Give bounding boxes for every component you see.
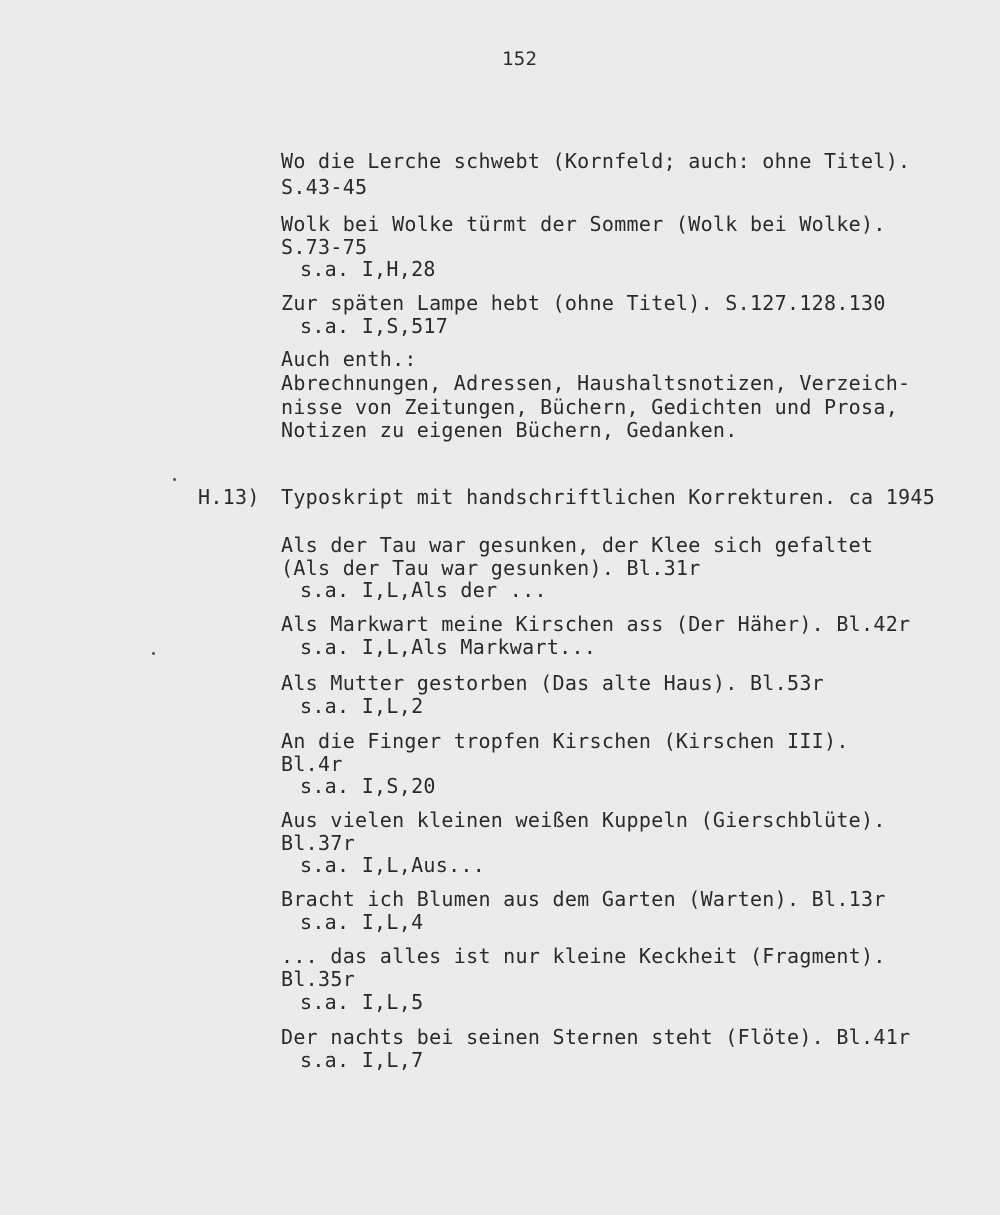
reference-line: s.a. I,L,Aus...: [300, 853, 486, 877]
reference-line: s.a. I,L,4: [300, 910, 424, 934]
entry-line: Bl.37r: [281, 831, 356, 855]
entry-line: Als Markwart meine Kirschen ass (Der Häher). Bl.42r: [281, 612, 911, 636]
reference-line: s.a. I,H,28: [300, 257, 436, 281]
entry-line: nisse von Zeitungen, Büchern, Gedichten und Prosa,: [281, 395, 899, 419]
section-label: H.13): [198, 485, 260, 509]
reference-line: s.a. I,L,Als der ...: [300, 578, 547, 602]
reference-line: s.a. I,S,517: [300, 314, 449, 338]
entry-line: (Als der Tau war gesunken). Bl.31r: [281, 556, 701, 580]
entry-line: Auch enth.:: [281, 347, 417, 371]
reference-line: s.a. I,S,20: [300, 774, 436, 798]
entry-line: Bl.35r: [281, 967, 356, 991]
entry-line: Bl.4r: [281, 752, 343, 776]
entry-line: Abrechnungen, Adressen, Haushaltsnotizen, Verzeich-: [281, 371, 911, 395]
entry-line: Bracht ich Blumen aus dem Garten (Warten). Bl.13r: [281, 887, 886, 911]
entry-line: S.73-75: [281, 235, 368, 259]
entry-line: Zur späten Lampe hebt (ohne Titel). S.127.128.130: [281, 291, 886, 315]
entry-line: Aus vielen kleinen weißen Kuppeln (Gierschblüte).: [281, 808, 886, 832]
entry-line: Als der Tau war gesunken, der Klee sich gefaltet: [281, 533, 874, 557]
reference-line: s.a. I,L,Als Markwart...: [300, 635, 597, 659]
section-heading: Typoskript mit handschriftlichen Korrekturen. ca 1945: [281, 485, 936, 509]
entry-line: An die Finger tropfen Kirschen (Kirschen III).: [281, 729, 849, 753]
reference-line: s.a. I,L,5: [300, 990, 424, 1014]
ink-dot: [152, 652, 155, 655]
ink-dot: [173, 478, 176, 481]
entry-line: Der nachts bei seinen Sternen steht (Flöte). Bl.41r: [281, 1025, 911, 1049]
entry-line: Wo die Lerche schwebt (Kornfeld; auch: ohne Titel).: [281, 149, 911, 173]
entry-line: ... das alles ist nur kleine Keckheit (Fragment).: [281, 944, 886, 968]
page-number: 152: [502, 48, 538, 70]
reference-line: s.a. I,L,2: [300, 694, 424, 718]
entry-line: Notizen zu eigenen Büchern, Gedanken.: [281, 418, 738, 442]
entry-line: Als Mutter gestorben (Das alte Haus). Bl.53r: [281, 671, 825, 695]
entry-line: S.43-45: [281, 175, 368, 199]
reference-line: s.a. I,L,7: [300, 1048, 424, 1072]
entry-line: Wolk bei Wolke türmt der Sommer (Wolk bei Wolke).: [281, 212, 886, 236]
